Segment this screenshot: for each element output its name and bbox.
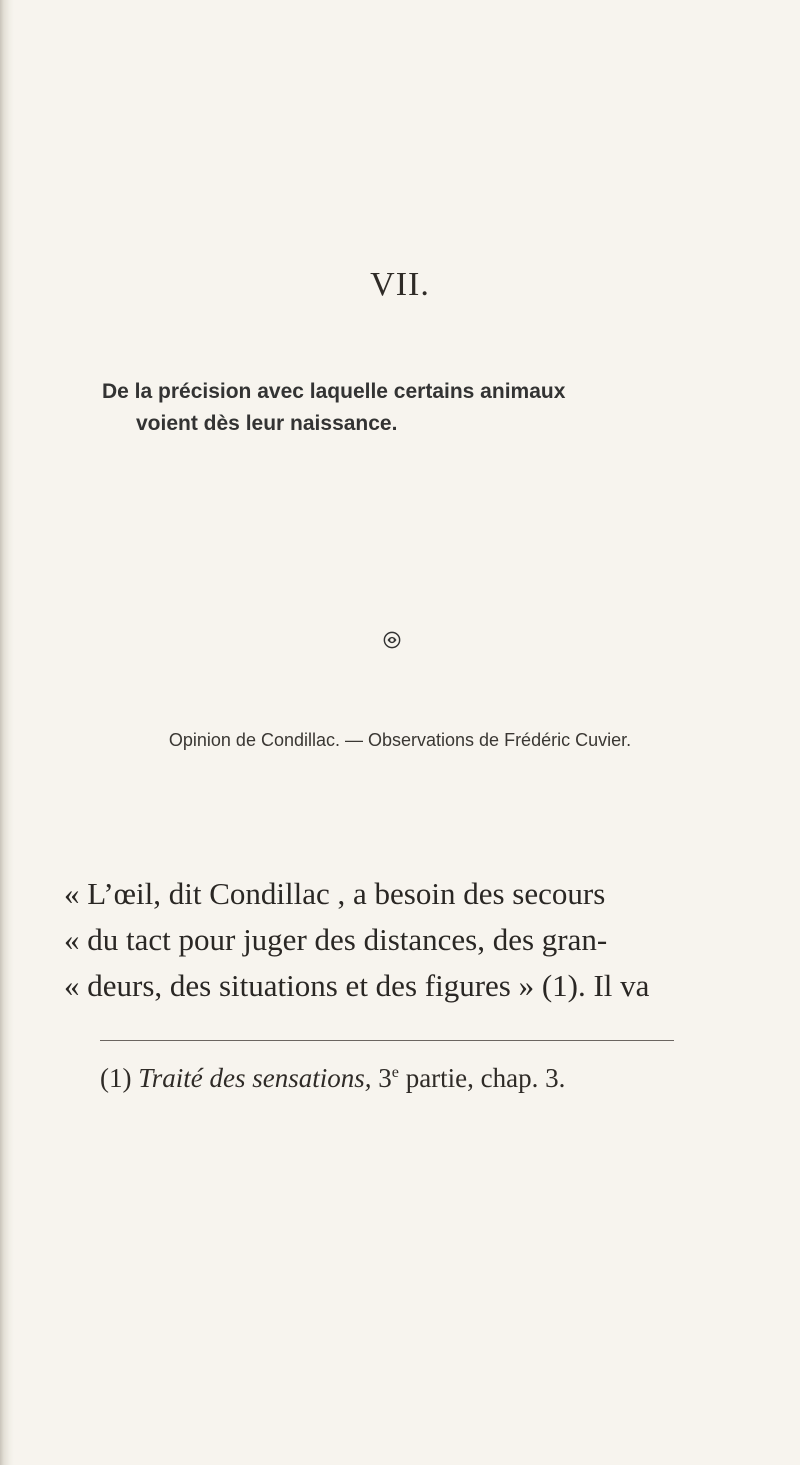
body-line: « L’œil, dit Condillac , a besoin des secours: [64, 876, 606, 911]
chapter-title-line-1: De la précision avec laquelle certains animaux: [102, 380, 566, 403]
footnote-part-suffix: e: [391, 1063, 399, 1081]
chapter-summary: Opinion de Condillac. — Observations de Frédéric Cuvier.: [168, 730, 632, 750]
chapter-title: [102, 376, 742, 440]
footnote-divider: [100, 1040, 674, 1041]
chapter-title-line-2: voient dès leur naissance.: [136, 412, 398, 435]
footnote-rest: partie, chap. 3.: [405, 1063, 566, 1093]
footnote-marker: (1): [100, 1063, 132, 1093]
body-line: « du tact pour juger des distances, des gran-: [64, 922, 608, 957]
body-paragraph: [64, 871, 684, 1009]
footnote: [100, 1063, 700, 1094]
fleuron-icon: [383, 631, 401, 649]
body-line: « deurs, des situations et des figures » (1). Il va: [64, 968, 650, 1003]
footnote-part-number: 3: [378, 1063, 392, 1093]
chapter-number: VII.: [370, 266, 430, 303]
footnote-work-title: Traité des sensations,: [138, 1063, 372, 1093]
